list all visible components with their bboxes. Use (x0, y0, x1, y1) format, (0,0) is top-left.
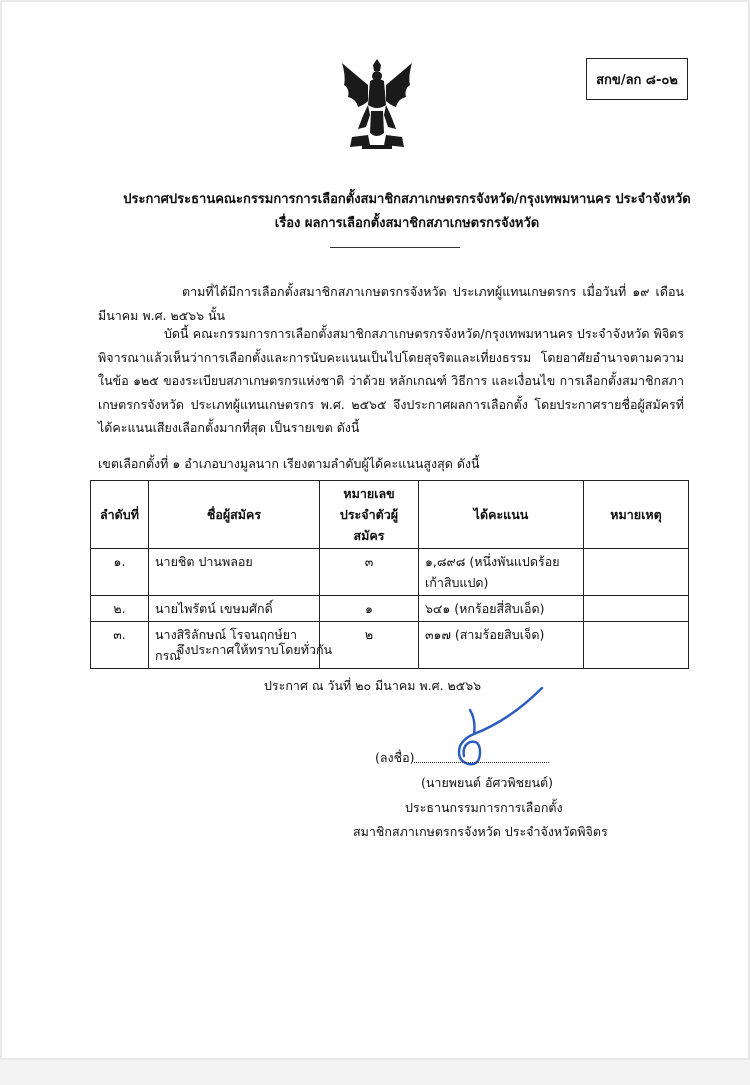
cell-candidate-number: ๓ (320, 549, 419, 596)
title-line-1: ประกาศประธานคณะกรรมการการเลือกตั้งสมาชิกสภาเกษตรกรจังหวัด/กรุงเทพมหานคร ประจำจังหวัด (123, 192, 691, 207)
announcement-date: ประกาศ ณ วันที่ ๒๐ มีนาคม พ.ศ. ๒๕๖๖ (264, 678, 482, 693)
table-header-row (91, 481, 689, 549)
title-divider (330, 247, 460, 248)
cell-candidate-number: ๑ (320, 596, 419, 622)
table-row (91, 596, 689, 622)
sign-label: (ลงชื่อ) (375, 750, 415, 765)
garuda-emblem-icon (338, 55, 416, 151)
header-order: ลำดับที่ (91, 481, 149, 549)
closing-statement: จึงประกาศให้ทราบโดยทั่วกัน (177, 642, 333, 657)
document-page (2, 2, 748, 1058)
cell-candidate-number: ๒ (320, 622, 419, 669)
district-line: เขตเลือกตั้งที่ ๑ อำเภอบางมูลนาก เรียงตามลำดับผู้ได้คะแนนสูงสุด ดังนี้ (98, 456, 480, 471)
cell-votes: ๖๔๑ (หกร้อยสี่สิบเอ็ด) (419, 596, 584, 622)
cell-order: ๓. (91, 622, 149, 669)
header-remarks: หมายเหตุ (584, 481, 689, 549)
cell-name: นายชิต ปานพลอย (149, 549, 320, 596)
signature-line (414, 762, 549, 763)
paragraph-declaration: บัดนี้ คณะกรรมการการเลือกตั้งสมาชิกสภาเกษตรกรจังหวัด/กรุงเทพมหานคร ประจำจังหวัด พิจิตร พิจารณาแล้วเห็นว่าการเลือกตั้งและการนับคะแนนเป็นไปโดยสุจริตและเที่ยงธรรม โดยอาศัยอำนาจตามความในข้อ ๑๒๕ ของระเบียบสภาเกษตรกรแห่งชาติ ว่าด้วย หลักเกณฑ์ วิธีการ และเงื่อนไข การเลือกตั้งสมาชิกสภาเกษตรกรจังหวัด ประเภทผู้แทนเกษตรกร พ.ศ. ๒๕๖๕ จึงประกาศผลการเลือกตั้ง โดยประกาศรายชื่อผู้สมัครที่ได้คะแนนเสียงเลือกตั้งมากที่สุด เป็นรายเขต ดังนี้ (98, 326, 684, 435)
cell-name: นางสิริลักษณ์ โรจนฤกษ์ยากรณ์ (149, 622, 320, 669)
cell-remarks (584, 596, 689, 622)
form-code-box: สกข/ลก ๘-๐๒ (586, 58, 688, 100)
cell-order: ๑. (91, 549, 149, 596)
signer-affiliation: สมาชิกสภาเกษตรกรจังหวัด ประจำจังหวัดพิจิตร (353, 824, 608, 839)
table-row (91, 549, 689, 596)
cell-order: ๒. (91, 596, 149, 622)
announcement-title (62, 188, 750, 236)
cell-remarks (584, 549, 689, 596)
header-votes: ได้คะแนน (419, 481, 584, 549)
cell-remarks (584, 622, 689, 669)
cell-name: นายไพรัตน์ เขษมศักดิ์ (149, 596, 320, 622)
header-name: ชื่อผู้สมัคร (149, 481, 320, 549)
title-line-2: เรื่อง ผลการเลือกตั้งสมาชิกสภาเกษตรกรจังหวัด (274, 216, 540, 231)
cell-votes: ๑,๘๙๘ (หนึ่งพันแปดร้อยเก้าสิบแปด) (419, 549, 584, 596)
paragraph-election-date: ตามที่ได้มีการเลือกตั้งสมาชิกสภาเกษตรกรจังหวัด ประเภทผู้แทนเกษตรกร เมื่อวันที่ ๑๙ เดือน มีนาคม พ.ศ. ๒๕๖๖ นั้น (98, 284, 684, 323)
header-candidate-number: หมายเลข ประจำตัวผู้สมัคร (320, 481, 419, 549)
cell-votes: ๓๑๗ (สามร้อยสิบเจ็ด) (419, 622, 584, 669)
signer-position: ประธานกรรมการการเลือกตั้ง (405, 800, 563, 815)
signer-name: (นายพยนต์ อัศวพิชยนต์) (421, 775, 554, 790)
page-bottom-strip (0, 1060, 750, 1085)
